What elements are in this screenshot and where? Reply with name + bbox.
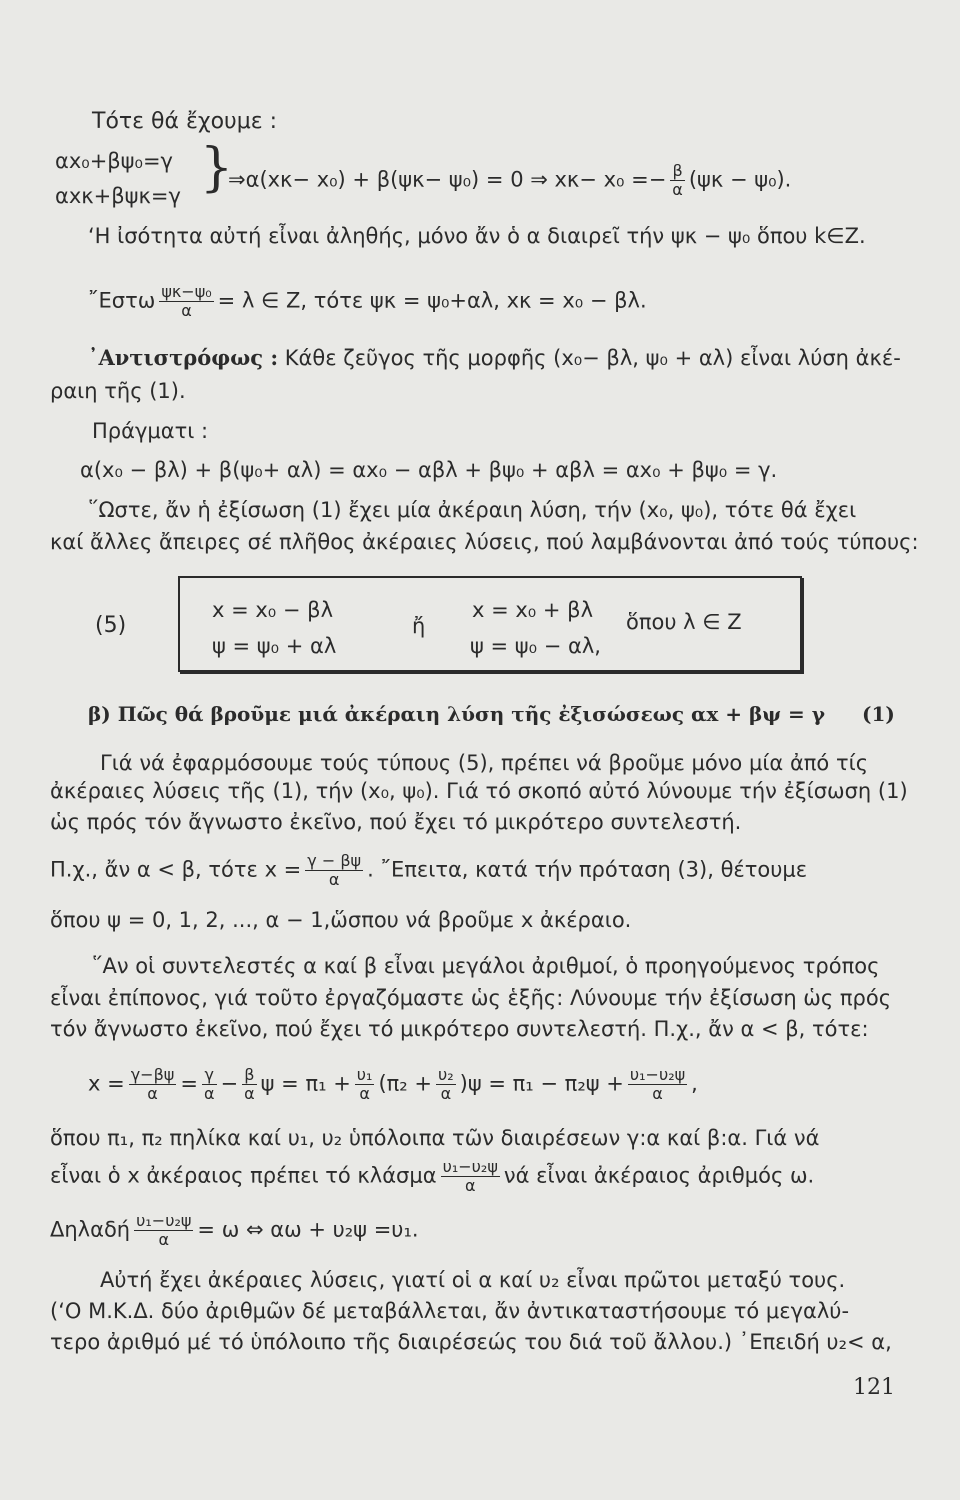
- brace-symbol: }: [200, 138, 234, 198]
- equation-label: (5): [95, 613, 127, 638]
- text-line: Πράγματι :: [92, 419, 209, 443]
- fraction: $\frac{\text{υ₁−υ₂ψ}}{\alpha}$: [629, 1065, 686, 1103]
- fraction-line: εἶναι ὁ x ἀκέραιος πρέπει τό κλάσμα $\frac{\text{υ₁−υ₂ψ}}{\alpha}$ νά εἶναι ἀκέραιος ἀριθμός ω.: [50, 1157, 815, 1195]
- converse-line: ᾽Αντιστρόφως : Κάθε ζεῦγος τῆς μορφῆς (x₀− βλ, ψ₀ + αλ) εἶναι λύση ἀκέ-: [88, 345, 901, 370]
- fraction: $\frac{\beta}{\alpha}$: [672, 161, 683, 199]
- box-formula-y1: ψ = ψ₀ + αλ: [212, 634, 337, 658]
- text-line: τόν ἄγνωστο ἐκεῖνο, πού ἔχει τό μικρότερο συντελεστή. Π.χ., ἄν α < β, τότε:: [50, 1017, 869, 1041]
- text-line: ἀκέραιες λύσεις τῆς (1), τήν (x₀, ψ₀). Γιά τό σκοπό αὐτό λύνουμε τήν ἐξίσωση (1): [50, 779, 908, 803]
- fraction: $\frac{\text{υ₁−υ₂ψ}}{\alpha}$: [442, 1157, 498, 1195]
- box-or: ἤ: [412, 614, 426, 638]
- fraction: $\frac{\text{υ₁−υ₂ψ}}{\alpha}$: [136, 1211, 192, 1249]
- system-eq-1: αx₀+βψ₀=γ: [55, 149, 173, 173]
- fraction: $\frac{\gamma - \beta\psi}{\alpha}$: [307, 851, 362, 889]
- page-number: 121: [853, 1375, 895, 1400]
- long-equation: x = $\frac{\gamma-\beta\psi}{\alpha}$ = $\frac{\gamma}{\alpha}$ − $\frac{\beta}{\alpha}$ ψ = π₁ + $\frac{\text{υ₁}}{\alpha}$ (π₂ + $\frac{\text{υ₂}}{\alpha}$ )ψ = π₁ − π₂ψ + $\frac{\text{υ₁−υ₂ψ}}{\alpha}$ ,: [88, 1065, 698, 1103]
- text-line: ὡς πρός τόν ἄγνωστο ἐκεῖνο, πού ἔχει τό μικρότερο συντελεστή.: [50, 810, 742, 834]
- box-formula-x2: x = x₀ + βλ: [472, 598, 593, 622]
- example-line: Π.χ., ἄν α < β, τότε x = $\frac{\gamma - \beta\psi}{\alpha}$ . ῎Επειτα, κατά τήν πρόταση (3), θέτουμε: [50, 851, 808, 889]
- text-line: τερο ἀριθμό μέ τό ὑπόλοιπο τῆς διαιρέσεώς του διά τοῦ ἄλλου.) ᾽Επειδή υ₂< α,: [50, 1330, 892, 1354]
- text-line: Τότε θά ἔχουμε :: [92, 109, 278, 134]
- converse-label: ᾽Αντιστρόφως :: [88, 345, 279, 370]
- text-line: εἶναι ἐπίπονος, γιά τοῦτο ἐργαζόμαστε ὡς ἑξῆς: Λύνουμε τήν ἐξίσωση ὡς πρός: [50, 986, 892, 1010]
- text-line: Γιά νά ἐφαρμόσουμε τούς τύπους (5), πρέπει νά βροῦμε μόνο μία ἀπό τίς: [100, 751, 869, 775]
- text-line: καί ἄλλες ἄπειρες σέ πλῆθος ἀκέραιες λύσεις, πού λαμβάνονται ἀπό τούς τύπους:: [50, 530, 919, 554]
- system-eq-2: αxκ+βψκ=γ: [55, 184, 181, 208]
- equation-line: α(x₀ − βλ) + β(ψ₀+ αλ) = αx₀ − αβλ + βψ₀ + αβλ = αx₀ + βψ₀ = γ.: [80, 458, 778, 482]
- text-line: (‘Ο Μ.Κ.Δ. δύο ἀριθμῶν δέ μεταβάλλεται, ἄν ἀντικαταστήσουμε τό μεγαλύ-: [50, 1299, 850, 1323]
- fraction: $\frac{\gamma-\beta\psi}{\alpha}$: [130, 1065, 175, 1103]
- text-line: ὅπου π₁, π₂ πηλίκα καί υ₁, υ₂ ὑπόλοιπα τῶν διαιρέσεων γ:α καί β:α. Γιά νά: [50, 1126, 820, 1150]
- fraction: $\frac{\gamma}{\alpha}$: [203, 1065, 215, 1103]
- box-formula-x1: x = x₀ − βλ: [212, 598, 333, 622]
- implication-tail: (ψκ − ψ₀).: [688, 167, 792, 192]
- fraction: $\frac{\text{υ₁}}{\alpha}$: [356, 1065, 373, 1103]
- fraction: $\frac{\text{ψκ−ψ₀}}{\alpha}$: [161, 282, 212, 320]
- equation-line: ῎Εστω $\frac{\text{ψκ−ψ₀}}{\alpha}$ = λ ∈ Z, τότε ψκ = ψ₀+αλ, xκ = x₀ − βλ.: [88, 282, 647, 320]
- fraction: $\frac{\text{υ₂}}{\alpha}$: [438, 1065, 454, 1103]
- fraction: $\frac{\beta}{\alpha}$: [244, 1065, 255, 1103]
- heading-equation-number: (1): [862, 702, 895, 726]
- text-line: ῞Ωστε, ἄν ἡ ἐξίσωση (1) ἔχει μία ἀκέραιη λύση, τήν (x₀, ψ₀), τότε θά ἔχει: [88, 498, 857, 522]
- equivalence-line: Δηλαδή $\frac{\text{υ₁−υ₂ψ}}{\alpha}$ = ω ⇔ αω + υ₂ψ =υ₁.: [50, 1211, 419, 1249]
- text-line: ὅπου ψ = 0, 1, 2, ..., α − 1,ὥσπου νά βροῦμε x ἀκέραιο.: [50, 908, 632, 932]
- text-line: ραιη τῆς (1).: [50, 379, 186, 403]
- text-line: Αὐτή ἔχει ἀκέραιες λύσεις, γιατί οἱ α καί υ₂ εἶναι πρῶτοι μεταξύ τους.: [100, 1268, 846, 1292]
- box-formula-y2: ψ = ψ₀ − αλ,: [470, 634, 601, 658]
- box-condition: ὅπου λ ∈ Z: [626, 610, 742, 634]
- text-line: ‘Η ἰσότητα αὐτή εἶναι ἀληθής, μόνο ἄν ὁ α διαιρεῖ τήν ψκ − ψ₀ ὅπου k∈Z.: [88, 224, 866, 248]
- implication-text: ⇒α(xκ− x₀) + β(ψκ− ψ₀) = 0 ⇒ xκ− x₀ =−: [228, 167, 667, 192]
- text-line: ῞Αν οἱ συντελεστές α καί β εἶναι μεγάλοι ἀριθμοί, ὁ προηγούμενος τρόπος: [92, 954, 880, 978]
- implication-line: [228, 162, 791, 199]
- section-heading: β) Πῶς θά βροῦμε μιά ἀκέραιη λύση τῆς ἐξισώσεως αx + βψ = γ: [88, 702, 825, 726]
